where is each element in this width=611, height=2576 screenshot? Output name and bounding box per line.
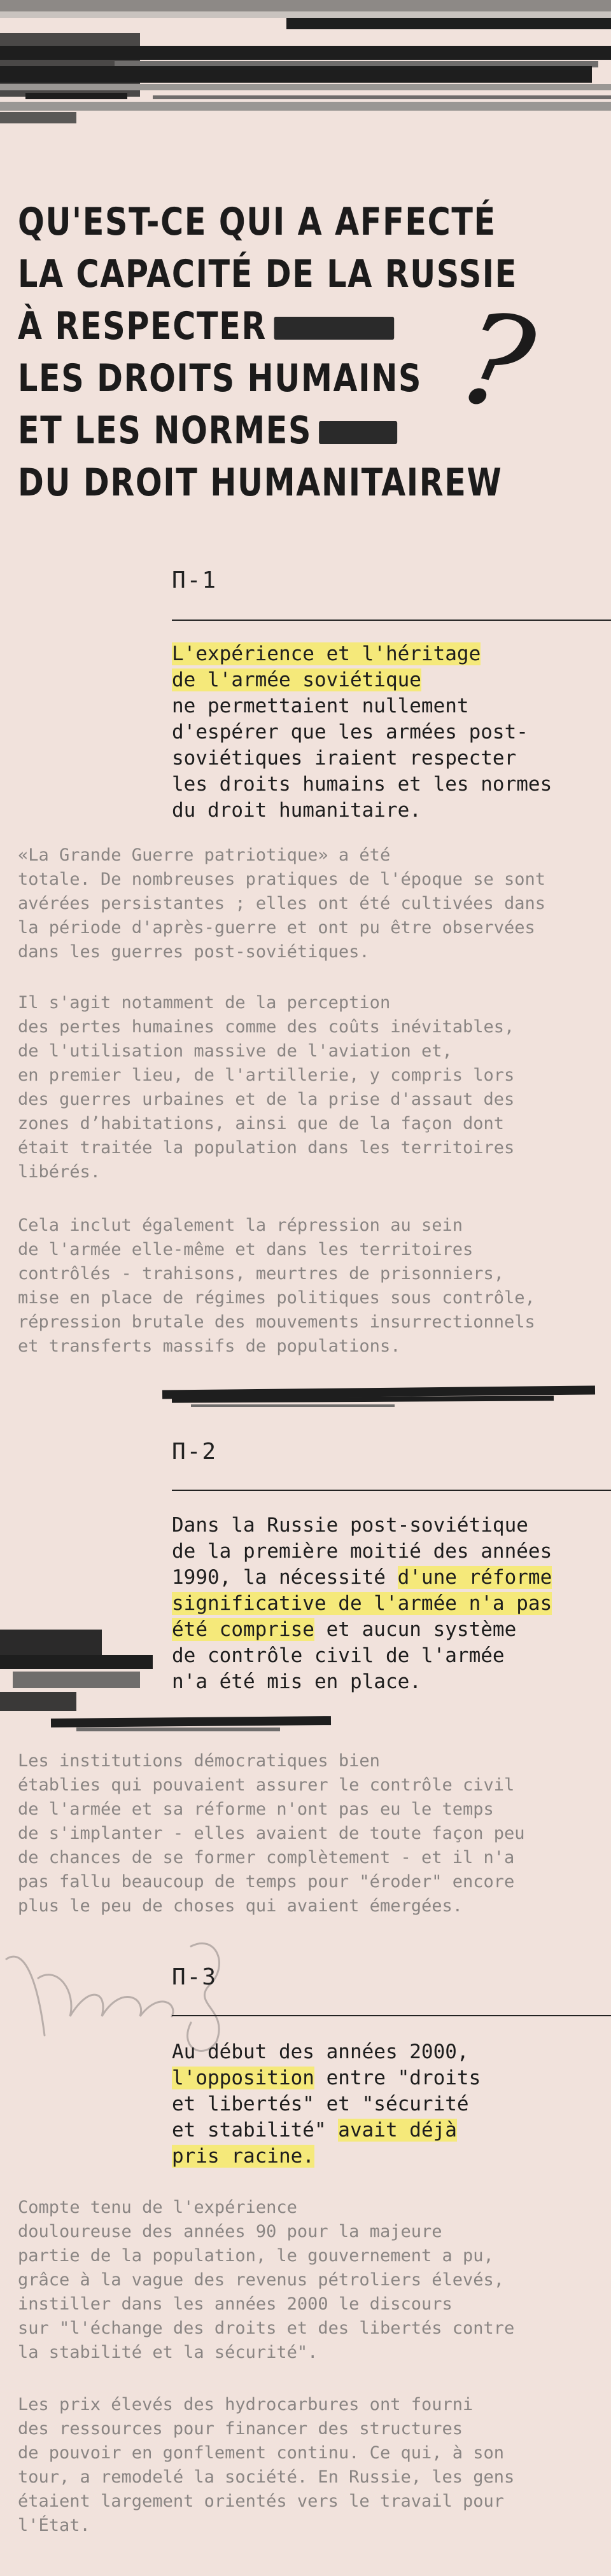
section-divider xyxy=(172,2015,611,2016)
question-mark-glyph: ? xyxy=(447,282,545,442)
highlighted-text: L'expérience et l'héritage de l'armée soviétique xyxy=(172,642,481,691)
section-paragraph: Cela inclut également la répression au sein de l'armée elle-même et dans les territoires contrôlés - trahisons, meurtres de prisonniers, mise en place de régimes politiques sous contrôle, répression brutale des mouvements insurrectionnels et transferts massifs de populations. xyxy=(18,1215,535,1356)
title-line: LES DROITS HUMAINS xyxy=(18,356,423,401)
lead-text: et aucun système de contrôle civil de l'armée n'a été mis en place. xyxy=(172,1618,517,1693)
section-lead xyxy=(172,641,586,824)
section-label: П-1 xyxy=(172,567,218,593)
section-paragraph: Les prix élevés des hydrocarbures ont fourni des ressources pour financer des structures de pouvoir en gonflement continu. Ce qui, à son tour, a remodelé la société. En Russie, les gens étaient largement orientés vers le travail pour l'État. xyxy=(18,2395,515,2535)
highlighted-text: l'opposition xyxy=(172,2067,314,2089)
section-label: П-3 xyxy=(172,1964,218,1990)
highlighted-text: d'une réforme significative de l'armée n'a pas été comprise xyxy=(172,1566,552,1641)
section-paragraph: Compte tenu de l'expérience douloureuse des années 90 pour la majeure partie de la population, le gouvernement a pu, grâce à la vague des revenus pétroliers élevés, instiller dans les années 2000 le discours sur "l'échange des droits et des libertés contre la stabilité et la sécurité". xyxy=(18,2198,515,2362)
lead-text: Au début des années 2000, xyxy=(172,2040,469,2063)
section-divider xyxy=(172,620,611,621)
section-divider xyxy=(172,1490,611,1491)
lead-text: entre "droits et libertés" et "sécurité et stabilité" xyxy=(172,2067,481,2142)
title-line: DU DROIT HUMANITAIREW xyxy=(18,460,503,505)
highlighted-text: avait déjà pris racine. xyxy=(172,2119,457,2168)
section-paragraph: «La Grande Guerre patriotique» a été totale. De nombreuses pratiques de l'époque se sont avérées persistantes ; elles ont été cultivées dans la période d'après-guerre et ont pu être observées dans les guerres post-soviétiques. xyxy=(18,845,546,962)
title-line: LA CAPACITÉ DE LA RUSSIE xyxy=(18,252,517,296)
lead-text: ne permettaient nullement d'espérer que les armées post- soviétiques iraient respecter les droits humains et les normes du droit humanitaire. xyxy=(172,695,552,822)
title-line: À RESPECTER xyxy=(18,300,467,352)
section-paragraph: Les institutions démocratiques bien établies qui pouvaient assurer le contrôle civil de l'armée et sa réforme n'ont pas eu le temps de s'implanter - elles avaient de toute façon peu de chances de se former complètement - et il n'a pas fallu beaucoup de temps pour "éroder" encore plus le peu de choses qui avaient émergées. xyxy=(18,1751,525,1916)
page-title xyxy=(18,196,517,509)
section-label: П-2 xyxy=(172,1439,218,1465)
redaction-bar xyxy=(320,421,398,444)
section-lead xyxy=(172,2039,586,2170)
redaction-bar xyxy=(274,317,394,340)
section-paragraph: Il s'agit notamment de la perception des pertes humaines comme des coûts inévitables, de l'utilisation massive de l'aviation et, en premier lieu, de l'artillerie, y compris lors des guerres urbaines et de la prise d'assaut des zones d’habitations, ainsi que de la façon dont était traitée la population dans les territoires libérés. xyxy=(18,993,515,1182)
section-lead xyxy=(172,1513,586,1695)
title-line: QU'EST-CE QUI A AFFECTÉ xyxy=(18,200,496,244)
lead-text: Dans la Russie post-soviétique de la première moitié des années 1990, la nécessité xyxy=(172,1514,552,1589)
title-line: ET LES NORMES xyxy=(18,405,467,457)
